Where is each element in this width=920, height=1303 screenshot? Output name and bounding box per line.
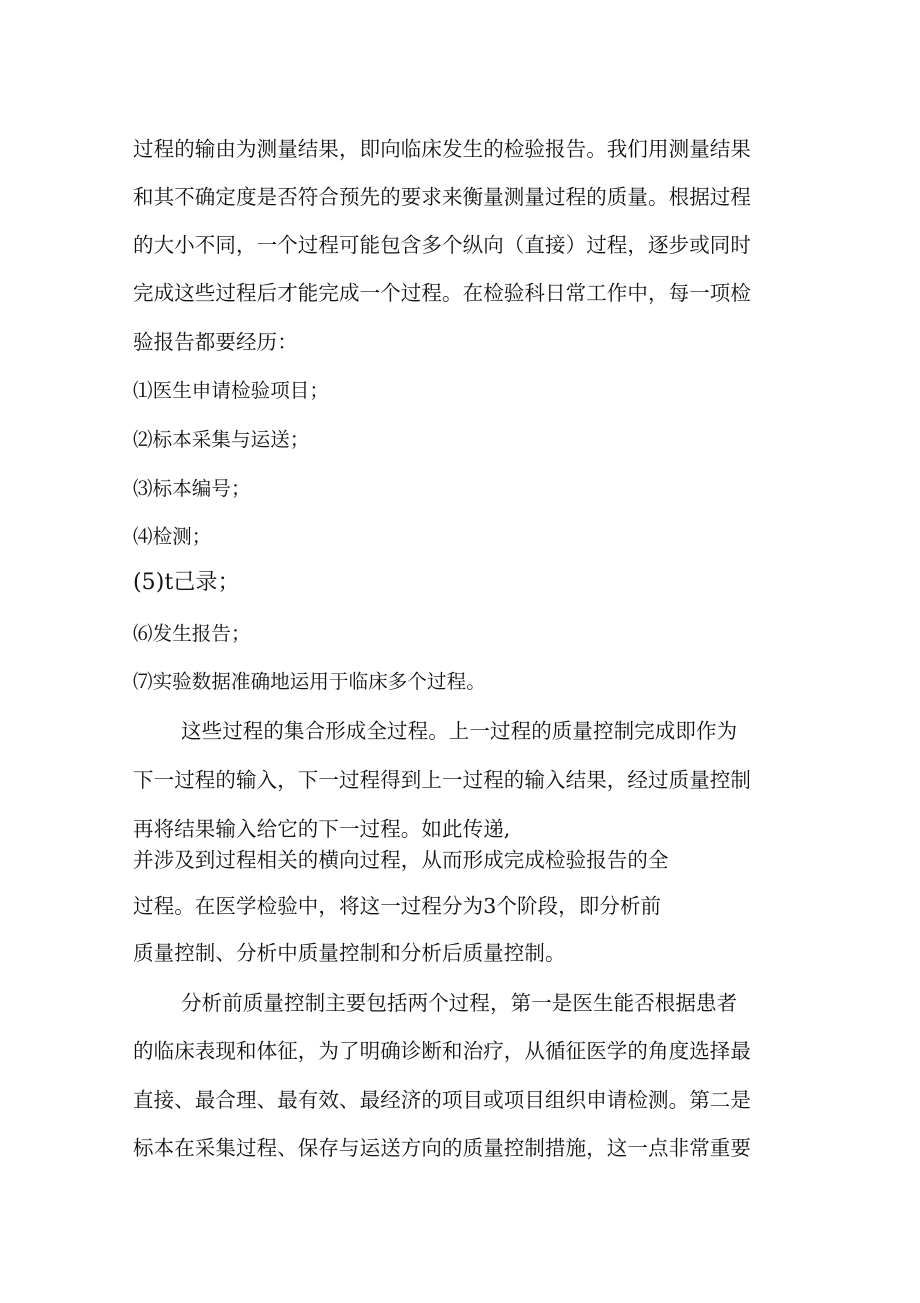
paragraph-2-line-1: 这些过程的集合形成全过程。上一过程的质量控制完成即作为 — [181, 719, 738, 743]
paragraph-1-line-3: 的大小不同，一个过程可能包含多个纵向（直接）过程，逐步或同时 — [133, 233, 751, 257]
paragraph-3-line-4: 标本在采集过程、保存与运送方向的质量控制措施，这一点非常重要 — [133, 1136, 751, 1160]
paragraph-2-line-5: 过程。在医学检验中，将这一过程分为3个阶段，即分析前 — [133, 894, 662, 918]
paragraph-2-line-6: 质量控制、分析中质量控制和分析后质量控制。 — [133, 941, 566, 965]
step-3: ⑶标本编号； — [133, 477, 251, 500]
step-4: ⑷检测； — [133, 525, 212, 548]
paragraph-1-line-5: 验报告都要经历： — [133, 330, 298, 354]
paragraph-2-line-2: 下一过程的输入，下一过程得到上一过程的输入结果，经过质量控制 — [133, 768, 751, 792]
paragraph-1-line-4: 完成这些过程后才能完成一个过程。在检验科日常工作中，每一项检 — [133, 281, 751, 305]
step-2: ⑵标本采集与运送； — [133, 428, 310, 451]
paragraph-2-line-3: 再将结果输入给它的下一过程。如此传递, — [133, 817, 511, 841]
paragraph-3-line-2: 的临床表现和体征，为了明确诊断和治疗，从循征医学的角度选择最 — [133, 1039, 751, 1063]
paragraph-1-line-1: 过程的输由为测量结果，即向临床发生的检验报告。我们用测量结果 — [133, 137, 751, 161]
paragraph-1-line-2: 和其不确定度是否符合预先的要求来衡量测量过程的质量。根据过程 — [133, 185, 751, 209]
step-7: ⑺实验数据准确地运用于临床多个过程。 — [133, 670, 486, 693]
step-1: ⑴医生申请检验项目； — [133, 379, 330, 402]
paragraph-3-line-3: 直接、最合理、最有效、最经济的项目或项目组织申请检测。第二是 — [133, 1088, 751, 1112]
step-5: (5)t己录； — [133, 570, 240, 595]
paragraph-2-line-4: 并涉及到过程相关的横向过程，从而形成完成检验报告的全 — [133, 848, 669, 872]
step-6: ⑹发生报告； — [133, 622, 251, 645]
paragraph-3-line-1: 分析前质量控制主要包括两个过程，第一是医生能否根据患者 — [181, 991, 738, 1015]
